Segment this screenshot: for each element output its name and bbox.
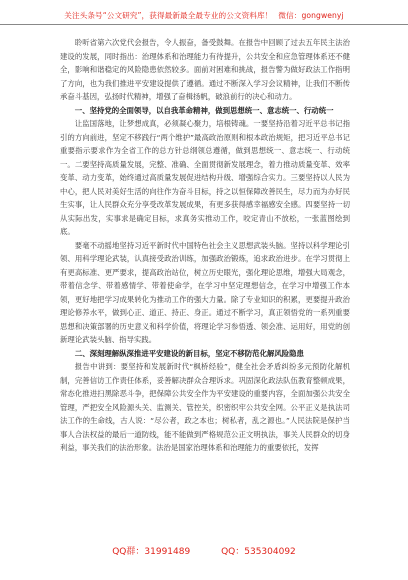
paragraph-2: 让监国落地，让梦想成真，必须凝心聚力，培根铸魂。一要坚持沿着习近平总书记指引的方向前进，坚定不移践行“两个维护”最高政治原则和根本政治规矩，把习近平总书记重要指示要求作为全省工作的总方针总纲领总遵循，做到思想统一、意志统一、行动统一。二要坚持高质量发展，完整、准确、全面贯彻新发展理念，着力推动质量变革、效率变革、动力变革，始终通过高质量发展促进结构升级、增强综合实力。三要坚持以人民为中心，把人民对美好生活的向往作为奋斗目标，持之以恒保障改善民生，尽力而为办好民生实事，让人民群众充分享受改革发展成果，有更多获得感幸福感安全感。四要坚持一切从实际出发，实事求是确定目标，求真务实推动工作，咬定青山不放松，一张蓝图绘到底。 <box>60 119 350 236</box>
qq-group: QQ群：31991489 <box>112 547 191 557</box>
header-banner <box>0 10 408 21</box>
paragraph-intro: 聆听省第六次党代会报告，令人振奋，备受鼓舞。在报告中回顾了过去五年民主法治建设的发展，同时指出：治理体系和治理能力有待提升，公共安全和应急管理体系还不健全，影响和谐稳定的风险隐患依然较多。面前对困难和挑战，报告警为做好政法工作指明了方向，也为我们推进平安建设提供了遵循。通过不断深入学习会议精神，让我们不断传承奋斗基因，弘扬时代精神，增强了奋楫扬帆，破浪前行的决心和动力。 <box>60 38 350 101</box>
document-body <box>60 36 350 455</box>
paragraph-3: 要毫不动摇地坚持习近平新时代中国特色社会主义思想武装头脑。坚持以科学理论引领、用科学理论武装，认真接受政治训练，加强政治锻炼，追求政治进步。在学习贯彻上有更高标准、更严要求，提高政治站位，树立历史眼光，强化理论思维，增强大局观念，带着信念学、带着感情学、带着使命学，在学习中坚定理想信念，在学习中增强工作本领，更好地把学习成果转化为推动工作的强大力量。除了专业知识的积累，更要提升政治理论修养水平，做到心正、道正、持正、身正。通过不断学习，真正领悟党的一系列重要思想和决策部署的历史意义和科学价值，将理论学习参悟透、领会准、运用好，用党的创新理论武装头脑、指导实践。 <box>60 240 350 344</box>
wechat-label: 微信：gongwenyj <box>278 11 344 20</box>
section-heading-2: 二、深刻理解纵深推进平安建设的新目标，坚定不移防范化解风险隐患 <box>74 348 304 358</box>
paragraph-4: 报告中讲到：要坚持和发展新时代“枫桥经验”，健全社会矛盾纠纷多元预防化解机制，完善信访工作责任体系，妥善解决群众合理诉求。巩固深化政法队伍教育整顿成果，常态化推进扫黑除恶斗争，把保障公共安全作为平安建设的重要内容，全面加强公共安全管理，严把安全风险源头关、监测关、管控关，织密织牢公共安全网。公平正义是执法司法工作的生命线，古人说：“尽公者，政之本也；树私者，乱之源也。”人民法院是保护当事人合法权益的最后一道防线，能不能做到严格规范公正文明执法，事关人民群众的切身利益，事关我们的法治形象。法治是国家治理体系和治理能力的重要依托，发挥 <box>60 362 350 452</box>
banner-text: 关注头条号“公文研究”，获得最新最全最专业的公文资料库！ <box>64 11 273 20</box>
section-heading-1: 一、坚持党的全面领导，以自我革命精神，做到思想统一、意志统一、行动统一 <box>74 105 334 115</box>
footer-contact <box>0 544 408 557</box>
qq-number: QQ：535304092 <box>221 547 296 557</box>
header-divider <box>0 24 408 25</box>
